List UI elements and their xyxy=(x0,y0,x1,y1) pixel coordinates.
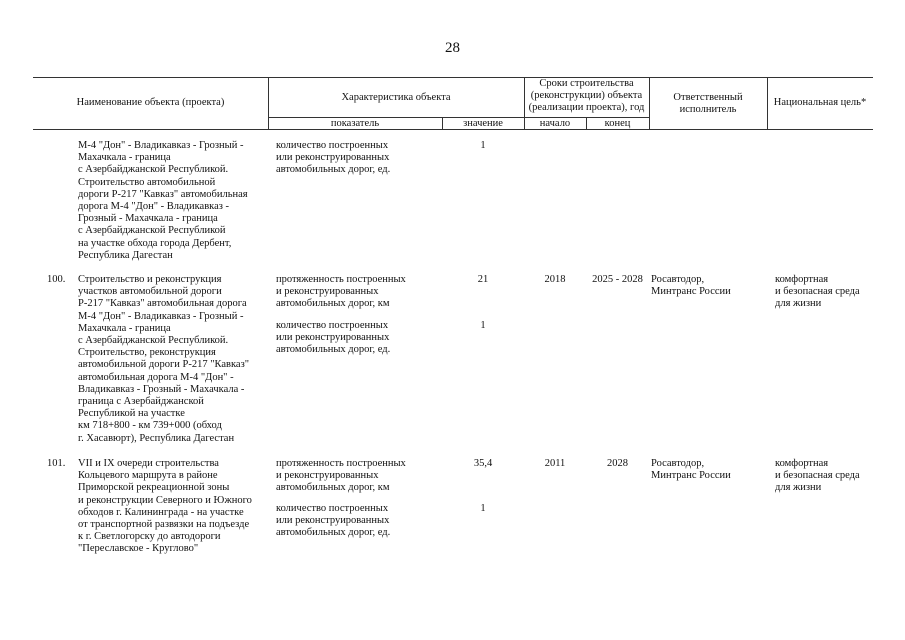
row-1-indicator-0: протяженность построенных и реконструированных автомобильных дорог, км xyxy=(276,274,406,310)
row-1-indicator-1: количество построенных или реконструированных автомобильных дорог, ед. xyxy=(276,320,391,356)
row-2-indicator-0: протяженность построенных и реконструированных автомобильных дорог, км xyxy=(276,458,406,494)
row-1-start: 2018 xyxy=(544,274,566,285)
header-terms: Сроки строительства (реконструкции) объекта (реализации проекта), год xyxy=(528,78,645,114)
row-0-name: М-4 "Дон" - Владикавказ - Грозный - Махачкала - граница с Азербайджанской Республикой. Строительство автомобильной дороги Р-217 "Кавказ" автомобильная дорога М-4 "Дон" - Владикавказ - Грозный - Махачкала - граница с Азербайджанской Республикой на участке обхода города Дербент, Республика Дагестан xyxy=(78,140,248,261)
row-2-indicator-1: количество построенных или реконструированных автомобильных дорог, ед. xyxy=(276,503,391,539)
row-1-goal: комфортная и безопасная среда для жизни xyxy=(775,274,860,310)
header-name: Наименование объекта (проекта) xyxy=(76,97,225,108)
row-1-value-0: 21 xyxy=(477,274,489,285)
row-2-name: VII и IX очереди строительства Кольцевого маршрута в районе Приморской рекреационной зоны и реконструкции Северного и Южного обходов г. Калининграда - на участке от транспортной развязки на подъезде к г. Светлогорску до автодороги "Переславское - Круглово" xyxy=(78,458,252,555)
header-goal: Национальная цель* xyxy=(773,97,867,108)
row-2-value-1: 1 xyxy=(480,503,486,514)
header-characteristic: Характеристика объекта xyxy=(341,92,451,103)
table-top-border xyxy=(33,77,873,78)
row-1-number: 100. xyxy=(47,274,66,285)
header-value: значение xyxy=(463,118,503,129)
row-2-number: 101. xyxy=(47,458,66,469)
row-0-value-0: 1 xyxy=(480,140,486,151)
row-2-executor: Росавтодор, Минтранс России xyxy=(651,458,731,482)
row-2-goal: комфортная и безопасная среда для жизни xyxy=(775,458,860,494)
row-1-value-1: 1 xyxy=(480,320,486,331)
row-1-end: 2025 - 2028 xyxy=(592,274,643,285)
header-indicator: показатель xyxy=(330,118,380,129)
header-start: начало xyxy=(539,118,571,129)
row-2-value-0: 35,4 xyxy=(473,458,493,469)
row-1-executor: Росавтодор, Минтранс России xyxy=(651,274,731,298)
row-2-start: 2011 xyxy=(544,458,566,469)
row-0-indicator-0: количество построенных или реконструированных автомобильных дорог, ед. xyxy=(276,140,391,176)
header-executor: Ответственный исполнитель xyxy=(673,92,743,116)
row-1-name: Строительство и реконструкция участков автомобильной дороги Р-217 "Кавказ" автомобильная дорога М-4 "Дон" - Владикавказ - Грозный - Махачкала - граница с Азербайджанской Республикой. Строительство, реконструкция автомобильной дороги Р-217 "Кавказ" автомобильная дорога М-4 "Дон" - Владикавказ - Грозный - Махачкала - граница с Азербайджанской Республикой на участке км 718+800 - км 739+000 (обход г. Хасавюрт), Республика Дагестан xyxy=(78,274,250,444)
page-number: 28 xyxy=(445,40,460,56)
header-end: конец xyxy=(604,118,631,129)
row-2-end: 2028 xyxy=(607,458,628,469)
